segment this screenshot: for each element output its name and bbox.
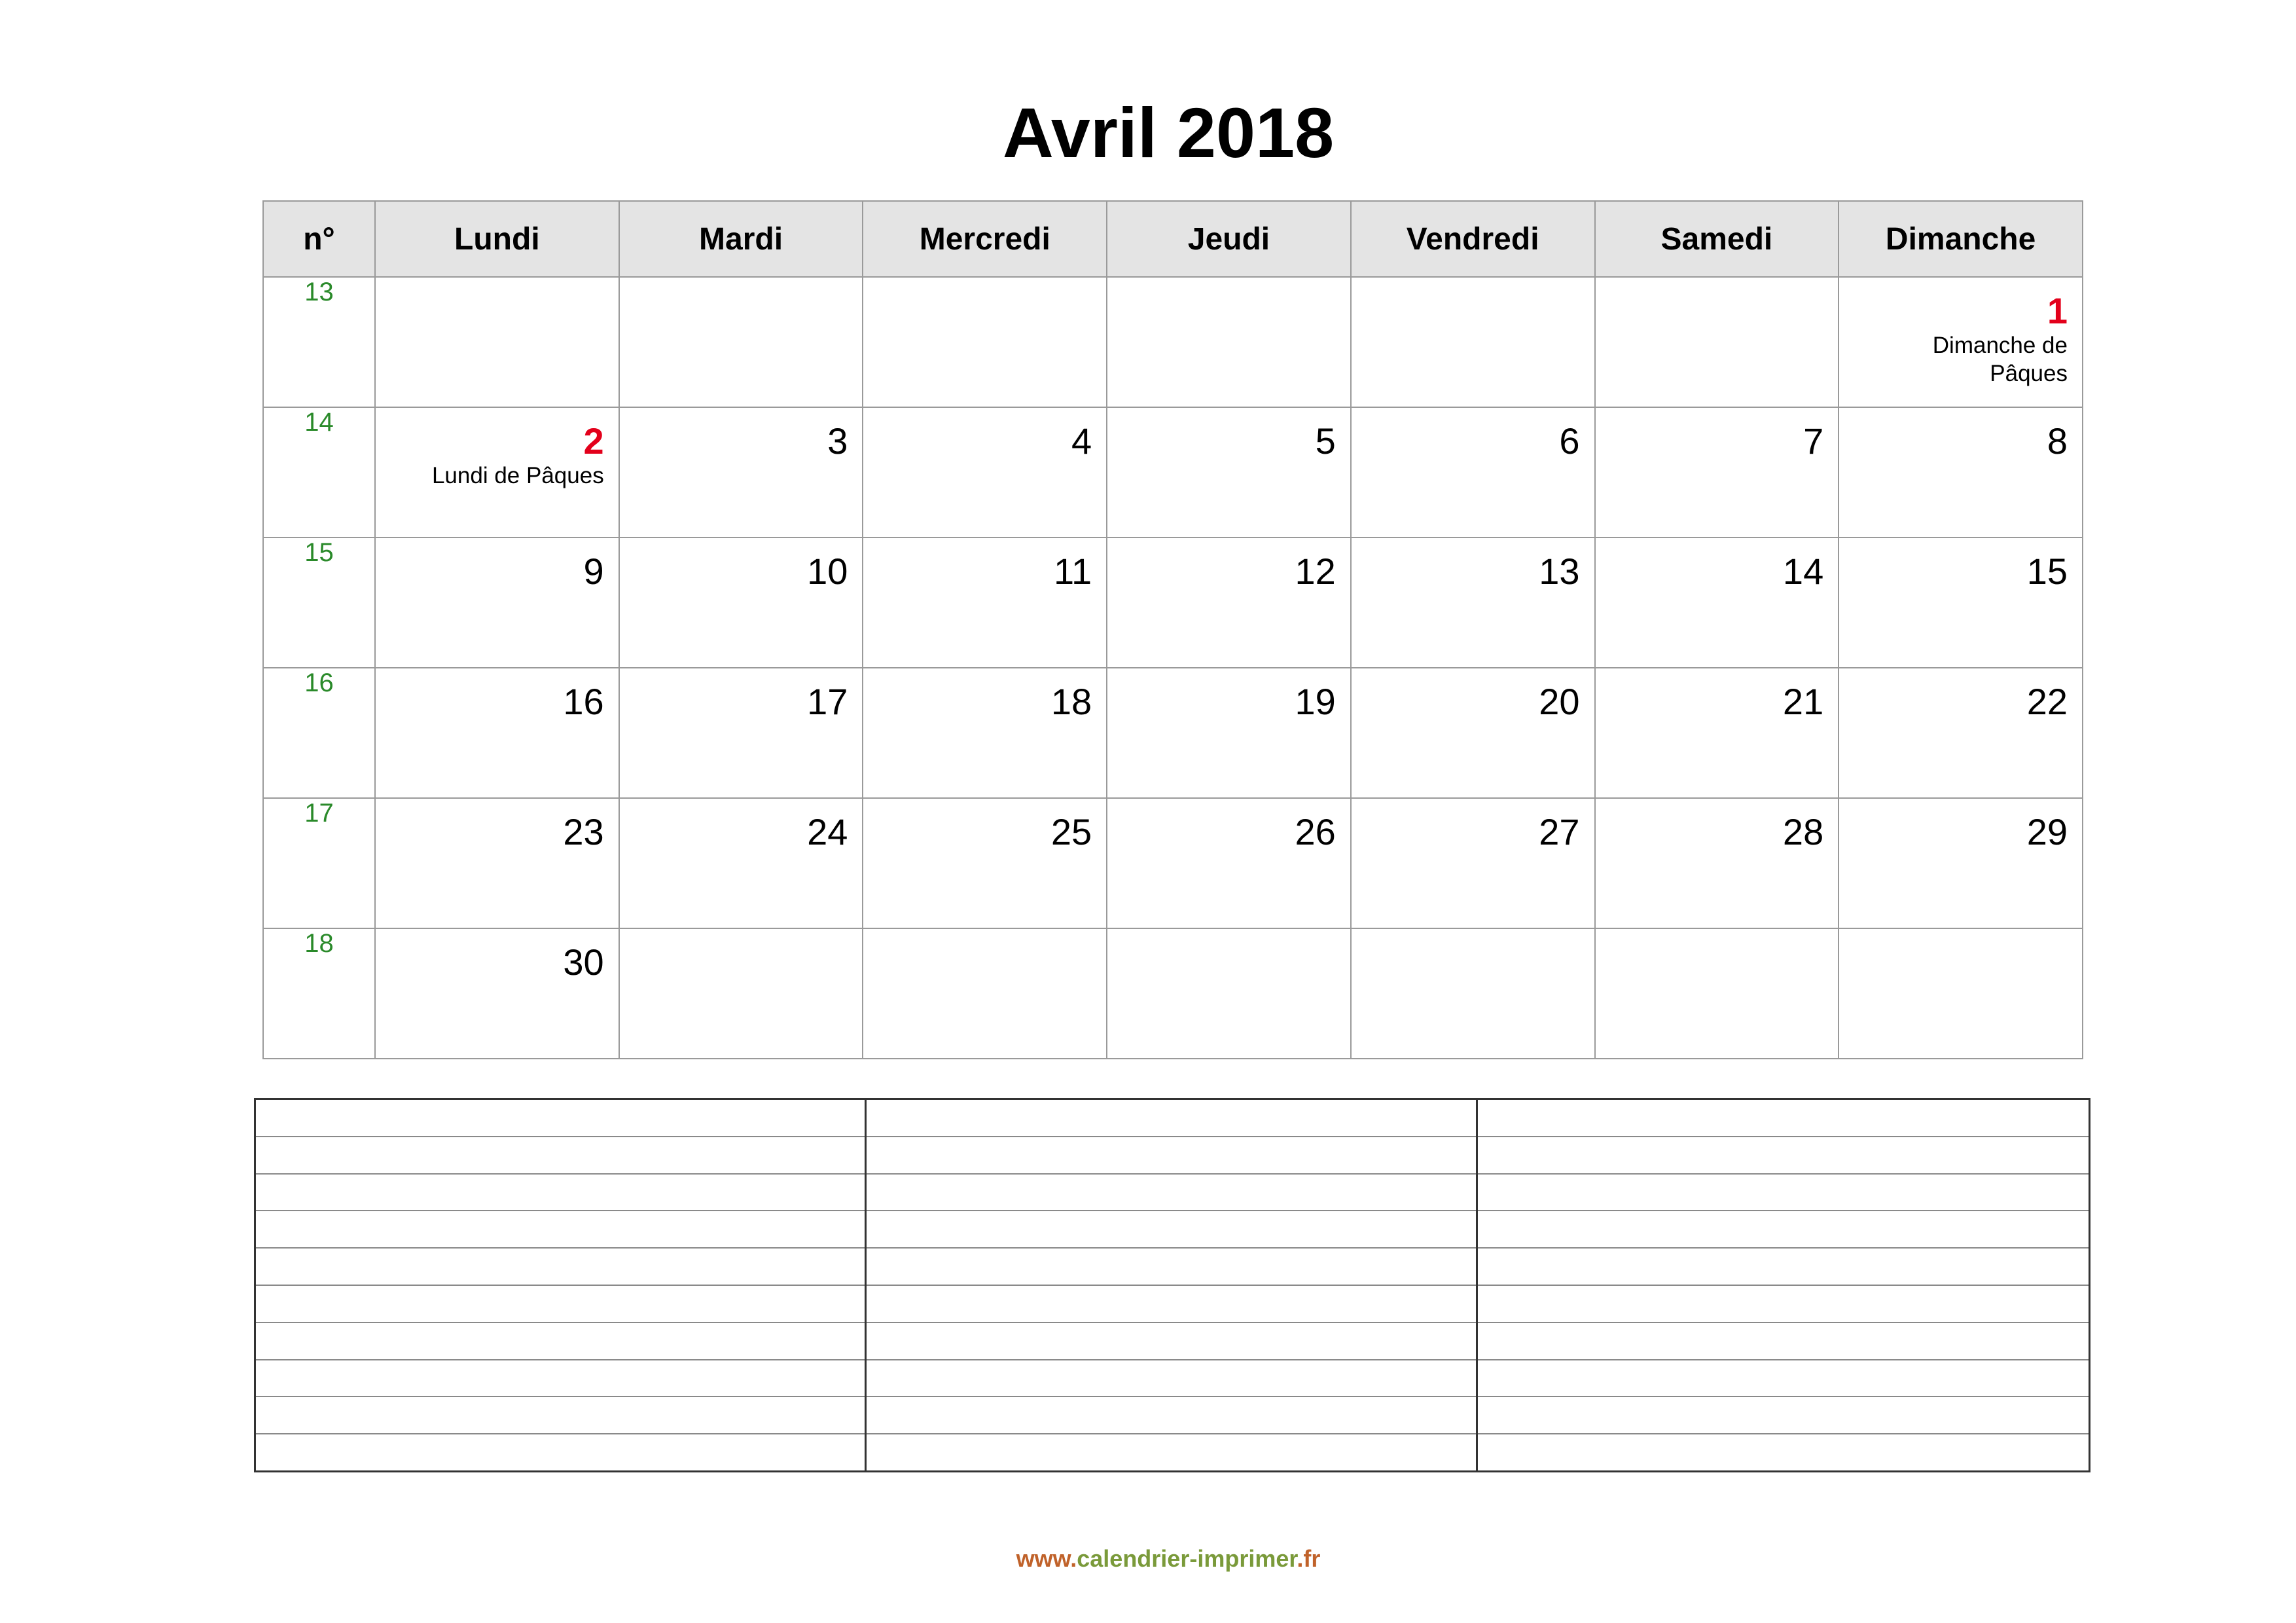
day-number: 4 (1071, 420, 1092, 462)
notes-line[interactable] (256, 1286, 865, 1323)
notes-line[interactable] (867, 1211, 1475, 1249)
page-title: Avril 2018 (1002, 93, 1335, 172)
notes-line[interactable] (256, 1137, 865, 1175)
holiday-label: Dimanche de Pâques (1932, 333, 2068, 386)
day-cell (863, 668, 1107, 798)
notes-column (1478, 1100, 2089, 1470)
day-cell (619, 407, 863, 538)
footer-url-domain: calendrier-imprimer (1077, 1545, 1297, 1572)
notes-line[interactable] (1478, 1397, 2089, 1434)
day-number: 10 (807, 551, 848, 592)
day-cell (1839, 538, 2083, 668)
notes-line[interactable] (256, 1249, 865, 1286)
empty-day-cell (375, 277, 619, 407)
calendar-table (262, 200, 2083, 1059)
day-cell (375, 668, 619, 798)
day-number: 5 (1315, 420, 1336, 462)
day-cell (375, 928, 619, 1059)
notes-line[interactable] (867, 1100, 1475, 1137)
day-number: 15 (2026, 551, 2068, 592)
week-number: 13 (263, 277, 375, 407)
notes-line[interactable] (1478, 1175, 2089, 1212)
day-cell (1839, 798, 2083, 928)
notes-column (867, 1100, 1477, 1470)
day-cell (1351, 538, 1595, 668)
footer-url-suffix: .fr (1297, 1545, 1321, 1572)
notes-line[interactable] (256, 1434, 865, 1470)
notes-grid (254, 1098, 2090, 1472)
week-number: 16 (263, 668, 375, 798)
day-cell (375, 538, 619, 668)
day-cell (1107, 668, 1351, 798)
day-cell (1839, 277, 2083, 407)
day-cell (619, 668, 863, 798)
day-cell (619, 538, 863, 668)
header-wednesday: Mercredi (863, 201, 1107, 277)
day-number: 17 (807, 681, 848, 722)
day-cell (375, 798, 619, 928)
day-number: 26 (1295, 811, 1336, 852)
day-number: 22 (2026, 681, 2068, 722)
day-number: 12 (1295, 551, 1336, 592)
notes-line[interactable] (867, 1360, 1475, 1398)
day-number: 21 (1782, 681, 1824, 722)
notes-line[interactable] (256, 1323, 865, 1360)
notes-line[interactable] (1478, 1360, 2089, 1398)
notes-line[interactable] (1478, 1137, 2089, 1175)
empty-day-cell (1107, 928, 1351, 1059)
notes-line[interactable] (1478, 1100, 2089, 1137)
footer-url-prefix: www. (1016, 1545, 1077, 1572)
empty-day-cell (1107, 277, 1351, 407)
day-number: 7 (1803, 420, 1824, 462)
notes-line[interactable] (256, 1175, 865, 1212)
header-sunday: Dimanche (1839, 201, 2083, 277)
day-number: 30 (563, 941, 604, 983)
notes-line[interactable] (867, 1323, 1475, 1360)
day-cell (1351, 407, 1595, 538)
day-cell (863, 798, 1107, 928)
notes-line[interactable] (1478, 1286, 2089, 1323)
day-number: 24 (807, 811, 848, 852)
day-number: 9 (583, 551, 604, 592)
day-cell (1107, 798, 1351, 928)
holiday-day-number: 1 (2047, 290, 2068, 331)
empty-day-cell (863, 277, 1107, 407)
day-number: 25 (1050, 811, 1092, 852)
notes-line[interactable] (867, 1175, 1475, 1212)
empty-day-cell (619, 277, 863, 407)
notes-line[interactable] (256, 1211, 865, 1249)
notes-line[interactable] (867, 1397, 1475, 1434)
empty-day-cell (1595, 928, 1839, 1059)
empty-day-cell (619, 928, 863, 1059)
day-number: 8 (2047, 420, 2068, 462)
header-tuesday: Mardi (619, 201, 863, 277)
week-number: 14 (263, 407, 375, 538)
day-cell (1351, 798, 1595, 928)
calendar-week-row (263, 928, 2083, 1059)
week-number: 18 (263, 928, 375, 1059)
day-number: 13 (1539, 551, 1580, 592)
day-cell (375, 407, 619, 538)
day-number: 3 (827, 420, 848, 462)
empty-day-cell (1839, 928, 2083, 1059)
calendar-week-row (263, 538, 2083, 668)
holiday-day-number: 2 (583, 420, 604, 462)
notes-line[interactable] (867, 1286, 1475, 1323)
day-number: 11 (1053, 551, 1092, 592)
day-number: 18 (1050, 681, 1092, 722)
empty-day-cell (1351, 928, 1595, 1059)
day-cell (863, 407, 1107, 538)
day-cell (1595, 538, 1839, 668)
empty-day-cell (863, 928, 1107, 1059)
notes-line[interactable] (256, 1397, 865, 1434)
calendar-week-row (263, 668, 2083, 798)
header-week-number: n° (263, 201, 375, 277)
day-number: 6 (1559, 420, 1580, 462)
day-number: 29 (2026, 811, 2068, 852)
day-number: 19 (1295, 681, 1336, 722)
footer-url (0, 1545, 2296, 1573)
day-cell (1595, 407, 1839, 538)
notes-line[interactable] (256, 1360, 865, 1398)
day-number: 16 (563, 681, 604, 722)
empty-day-cell (1595, 277, 1839, 407)
notes-line[interactable] (256, 1100, 865, 1137)
notes-line[interactable] (1478, 1434, 2089, 1470)
calendar-header-row (263, 201, 2083, 277)
notes-line[interactable] (1478, 1211, 2089, 1249)
week-number: 15 (263, 538, 375, 668)
holiday-label: Lundi de Pâques (431, 463, 604, 488)
notes-column (256, 1100, 867, 1470)
calendar-week-row (263, 407, 2083, 538)
notes-line[interactable] (867, 1249, 1475, 1286)
notes-line[interactable] (1478, 1249, 2089, 1286)
day-number: 23 (563, 811, 604, 852)
week-number: 17 (263, 798, 375, 928)
header-saturday: Samedi (1595, 201, 1839, 277)
day-number: 20 (1539, 681, 1580, 722)
header-friday: Vendredi (1351, 201, 1595, 277)
day-number: 27 (1539, 811, 1580, 852)
day-cell (1595, 668, 1839, 798)
calendar-week-row (263, 277, 2083, 407)
day-cell (619, 798, 863, 928)
day-cell (1107, 407, 1351, 538)
day-cell (1107, 538, 1351, 668)
day-number: 14 (1782, 551, 1824, 592)
day-cell (1595, 798, 1839, 928)
empty-day-cell (1351, 277, 1595, 407)
day-number: 28 (1782, 811, 1824, 852)
notes-line[interactable] (1478, 1323, 2089, 1360)
day-cell (1839, 407, 2083, 538)
day-cell (863, 538, 1107, 668)
header-monday: Lundi (375, 201, 619, 277)
notes-line[interactable] (867, 1434, 1475, 1470)
day-cell (1839, 668, 2083, 798)
notes-line[interactable] (867, 1137, 1475, 1175)
day-cell (1351, 668, 1595, 798)
header-thursday: Jeudi (1107, 201, 1351, 277)
calendar-week-row (263, 798, 2083, 928)
